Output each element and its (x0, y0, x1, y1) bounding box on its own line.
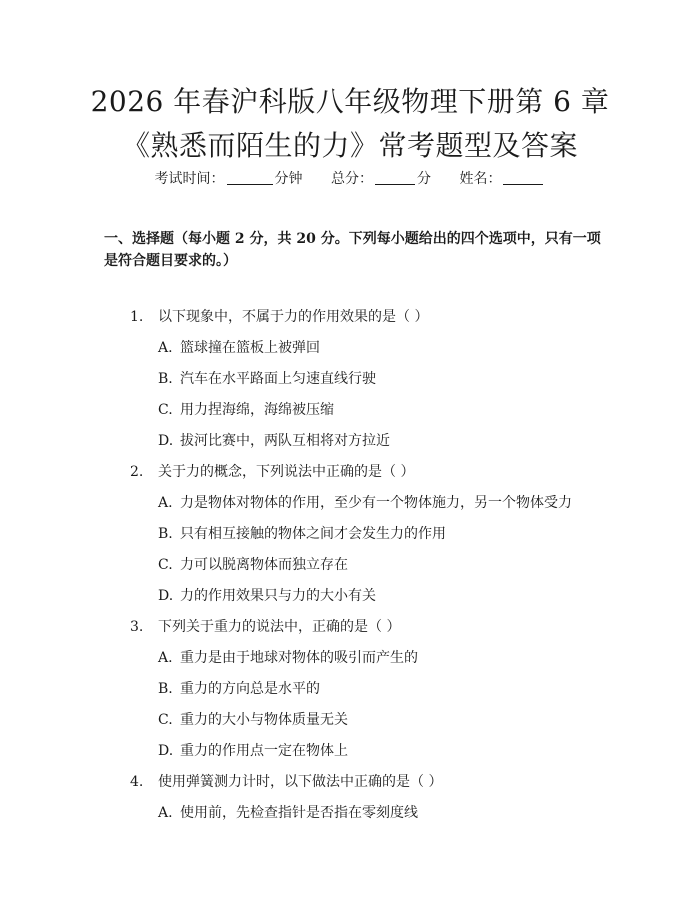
name-label: 姓名： (459, 171, 502, 187)
score-unit: 分 (417, 171, 431, 187)
option-text: 重力是由于地球对物体的吸引而产生的 (180, 650, 418, 666)
option-letter: A. (158, 340, 173, 356)
option-letter: C. (158, 557, 173, 573)
question-4 (0, 767, 700, 798)
name-blank[interactable] (503, 170, 543, 185)
section-heading: 一、选择题（每小题 2 分，共 20 分。下列每小题给出的四个选项中，只有一项是符合题目要求的。） (104, 231, 601, 269)
time-label: 考试时间： (154, 171, 225, 187)
option-text: 汽车在水平路面上匀速直线行驶 (180, 371, 376, 387)
option-letter: C. (158, 712, 173, 728)
score-label: 总分： (331, 171, 373, 187)
question-3-option-b[interactable] (0, 674, 700, 705)
question-number: 1. (130, 309, 144, 325)
option-text: 重力的作用点一定在物体上 (180, 743, 348, 759)
question-2-option-a[interactable] (0, 488, 700, 519)
option-letter: D. (158, 743, 174, 759)
option-letter: A. (158, 650, 173, 666)
question-2-option-b[interactable] (0, 519, 700, 550)
option-letter: B. (158, 526, 173, 542)
question-4-option-a[interactable] (0, 798, 700, 829)
question-1 (0, 302, 700, 333)
question-3-option-d[interactable] (0, 736, 700, 767)
question-3 (0, 612, 700, 643)
question-2 (0, 457, 700, 488)
option-letter: A. (158, 495, 173, 511)
question-number: 3. (130, 619, 144, 635)
option-text: 重力的大小与物体质量无关 (180, 712, 348, 728)
page-title: 2026 年春沪科版八年级物理下册第 6 章《熟悉而陌生的力》常考题型及答案 (90, 85, 610, 162)
question-2-option-d[interactable] (0, 581, 700, 612)
option-letter: D. (158, 588, 174, 604)
exam-name (459, 171, 545, 187)
time-blank[interactable] (227, 170, 273, 185)
option-text: 重力的方向总是水平的 (180, 681, 320, 697)
question-stem: 关于力的概念，下列说法中正确的是（ ） (158, 464, 415, 480)
option-text: 力的作用效果只与力的大小有关 (180, 588, 376, 604)
option-text: 力可以脱离物体而独立存在 (180, 557, 348, 573)
question-1-option-c[interactable] (0, 395, 700, 426)
question-stem: 以下现象中，不属于力的作用效果的是（ ） (158, 309, 429, 325)
exam-time (155, 171, 307, 187)
question-3-option-a[interactable] (0, 643, 700, 674)
option-letter: D. (158, 433, 174, 449)
question-list (0, 302, 700, 829)
time-unit: 分钟 (274, 171, 303, 187)
score-blank[interactable] (375, 170, 415, 185)
question-1-option-d[interactable] (0, 426, 700, 457)
option-text: 力是物体对物体的作用，至少有一个物体施力，另一个物体受力 (180, 495, 572, 511)
question-stem: 使用弹簧测力计时，以下做法中正确的是（ ） (158, 774, 443, 790)
question-1-option-b[interactable] (0, 364, 700, 395)
exam-score (331, 171, 435, 187)
option-letter: B. (158, 681, 173, 697)
option-text: 只有相互接触的物体之间才会发生力的作用 (180, 526, 446, 542)
question-number: 4. (130, 774, 144, 790)
option-text: 使用前，先检查指针是否指在零刻度线 (180, 805, 418, 821)
question-3-option-c[interactable] (0, 705, 700, 736)
option-text: 用力捏海绵，海绵被压缩 (180, 402, 334, 418)
question-1-option-a[interactable] (0, 333, 700, 364)
option-text: 篮球撞在篮板上被弹回 (180, 340, 320, 356)
question-2-option-c[interactable] (0, 550, 700, 581)
question-stem: 下列关于重力的说法中，正确的是（ ） (158, 619, 401, 635)
question-number: 2. (130, 464, 144, 480)
option-letter: B. (158, 371, 173, 387)
exam-meta (0, 168, 700, 188)
option-text: 拔河比赛中，两队互相将对方拉近 (180, 433, 390, 449)
option-letter: A. (158, 805, 173, 821)
option-letter: C. (158, 402, 173, 418)
